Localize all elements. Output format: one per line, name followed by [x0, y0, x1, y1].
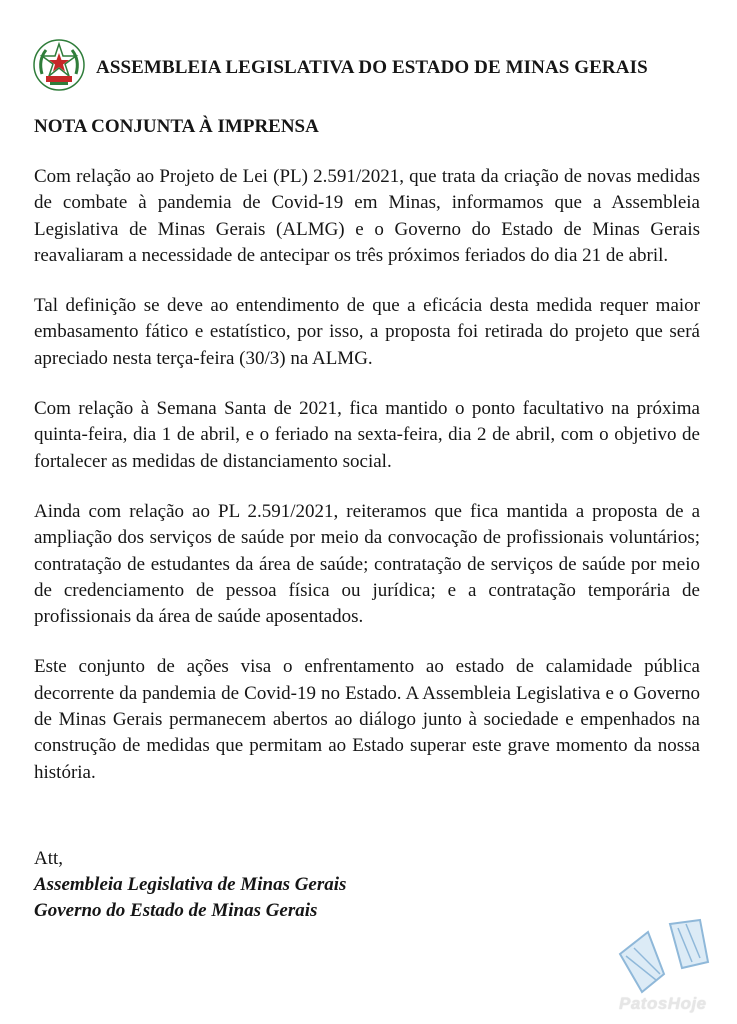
organization-name: ASSEMBLEIA LEGISLATIVA DO ESTADO DE MINAS GERAIS	[96, 57, 648, 78]
state-coat-of-arms-icon	[32, 38, 86, 92]
document-header	[32, 38, 648, 92]
closing-salutation: Att,	[34, 848, 64, 869]
document-body	[34, 164, 700, 810]
paragraph-5: Este conjunto de ações visa o enfrentamento ao estado de calamidade pública decorrente da pandemia de Covid-19 no Estado. A Assembleia Legislativa e o Governo de Minas Gerais permanecem abertos ao diálogo junto à sociedade e empenhados na construção de medidas que permitam ao Estado superar este grave momento da nossa história.	[34, 656, 700, 783]
paragraph-3: Com relação à Semana Santa de 2021, fica mantido o ponto facultativo na próxima quinta-feira, dia 1 de abril, e o feriado na sexta-feira, dia 2 de abril, com o objetivo de fortalecer as medidas de distanciamento social.	[34, 398, 700, 472]
signature-assembly: Assembleia Legislativa de Minas Gerais	[34, 874, 347, 895]
paragraph-2: Tal definição se deve ao entendimento de que a eficácia desta medida requer maior embasamento fático e estatístico, por isso, a proposta foi retirada do projeto que será apreciado nesta terça-feira (30/3) na ALMG.	[34, 295, 700, 369]
signature-government: Governo do Estado de Minas Gerais	[34, 900, 318, 921]
paragraph-4: Ainda com relação ao PL 2.591/2021, reiteramos que fica mantida a proposta de a ampliação dos serviços de saúde por meio da convocação de profissionais voluntários; contratação de estudantes da área de saúde; contratação de serviços de saúde por meio de credenciamento de pessoa física ou jurídica; e a contratação temporária de profissionais da área de saúde aposentados.	[34, 500, 700, 628]
closing-block	[34, 846, 346, 924]
document-title: NOTA CONJUNTA À IMPRENSA	[34, 116, 319, 137]
paragraph-1: Com relação ao Projeto de Lei (PL) 2.591/2021, que trata da criação de novas medidas de combate à pandemia de Covid-19 em Minas, informamos que a Assembleia Legislativa de Minas Gerais (ALMG) e o Governo do Estado de Minas Gerais reavaliaram a necessidade de antecipar os três próximos feriados do dia 21 de abril.	[34, 166, 700, 266]
watermark-text: PatosHoje	[619, 994, 707, 1013]
